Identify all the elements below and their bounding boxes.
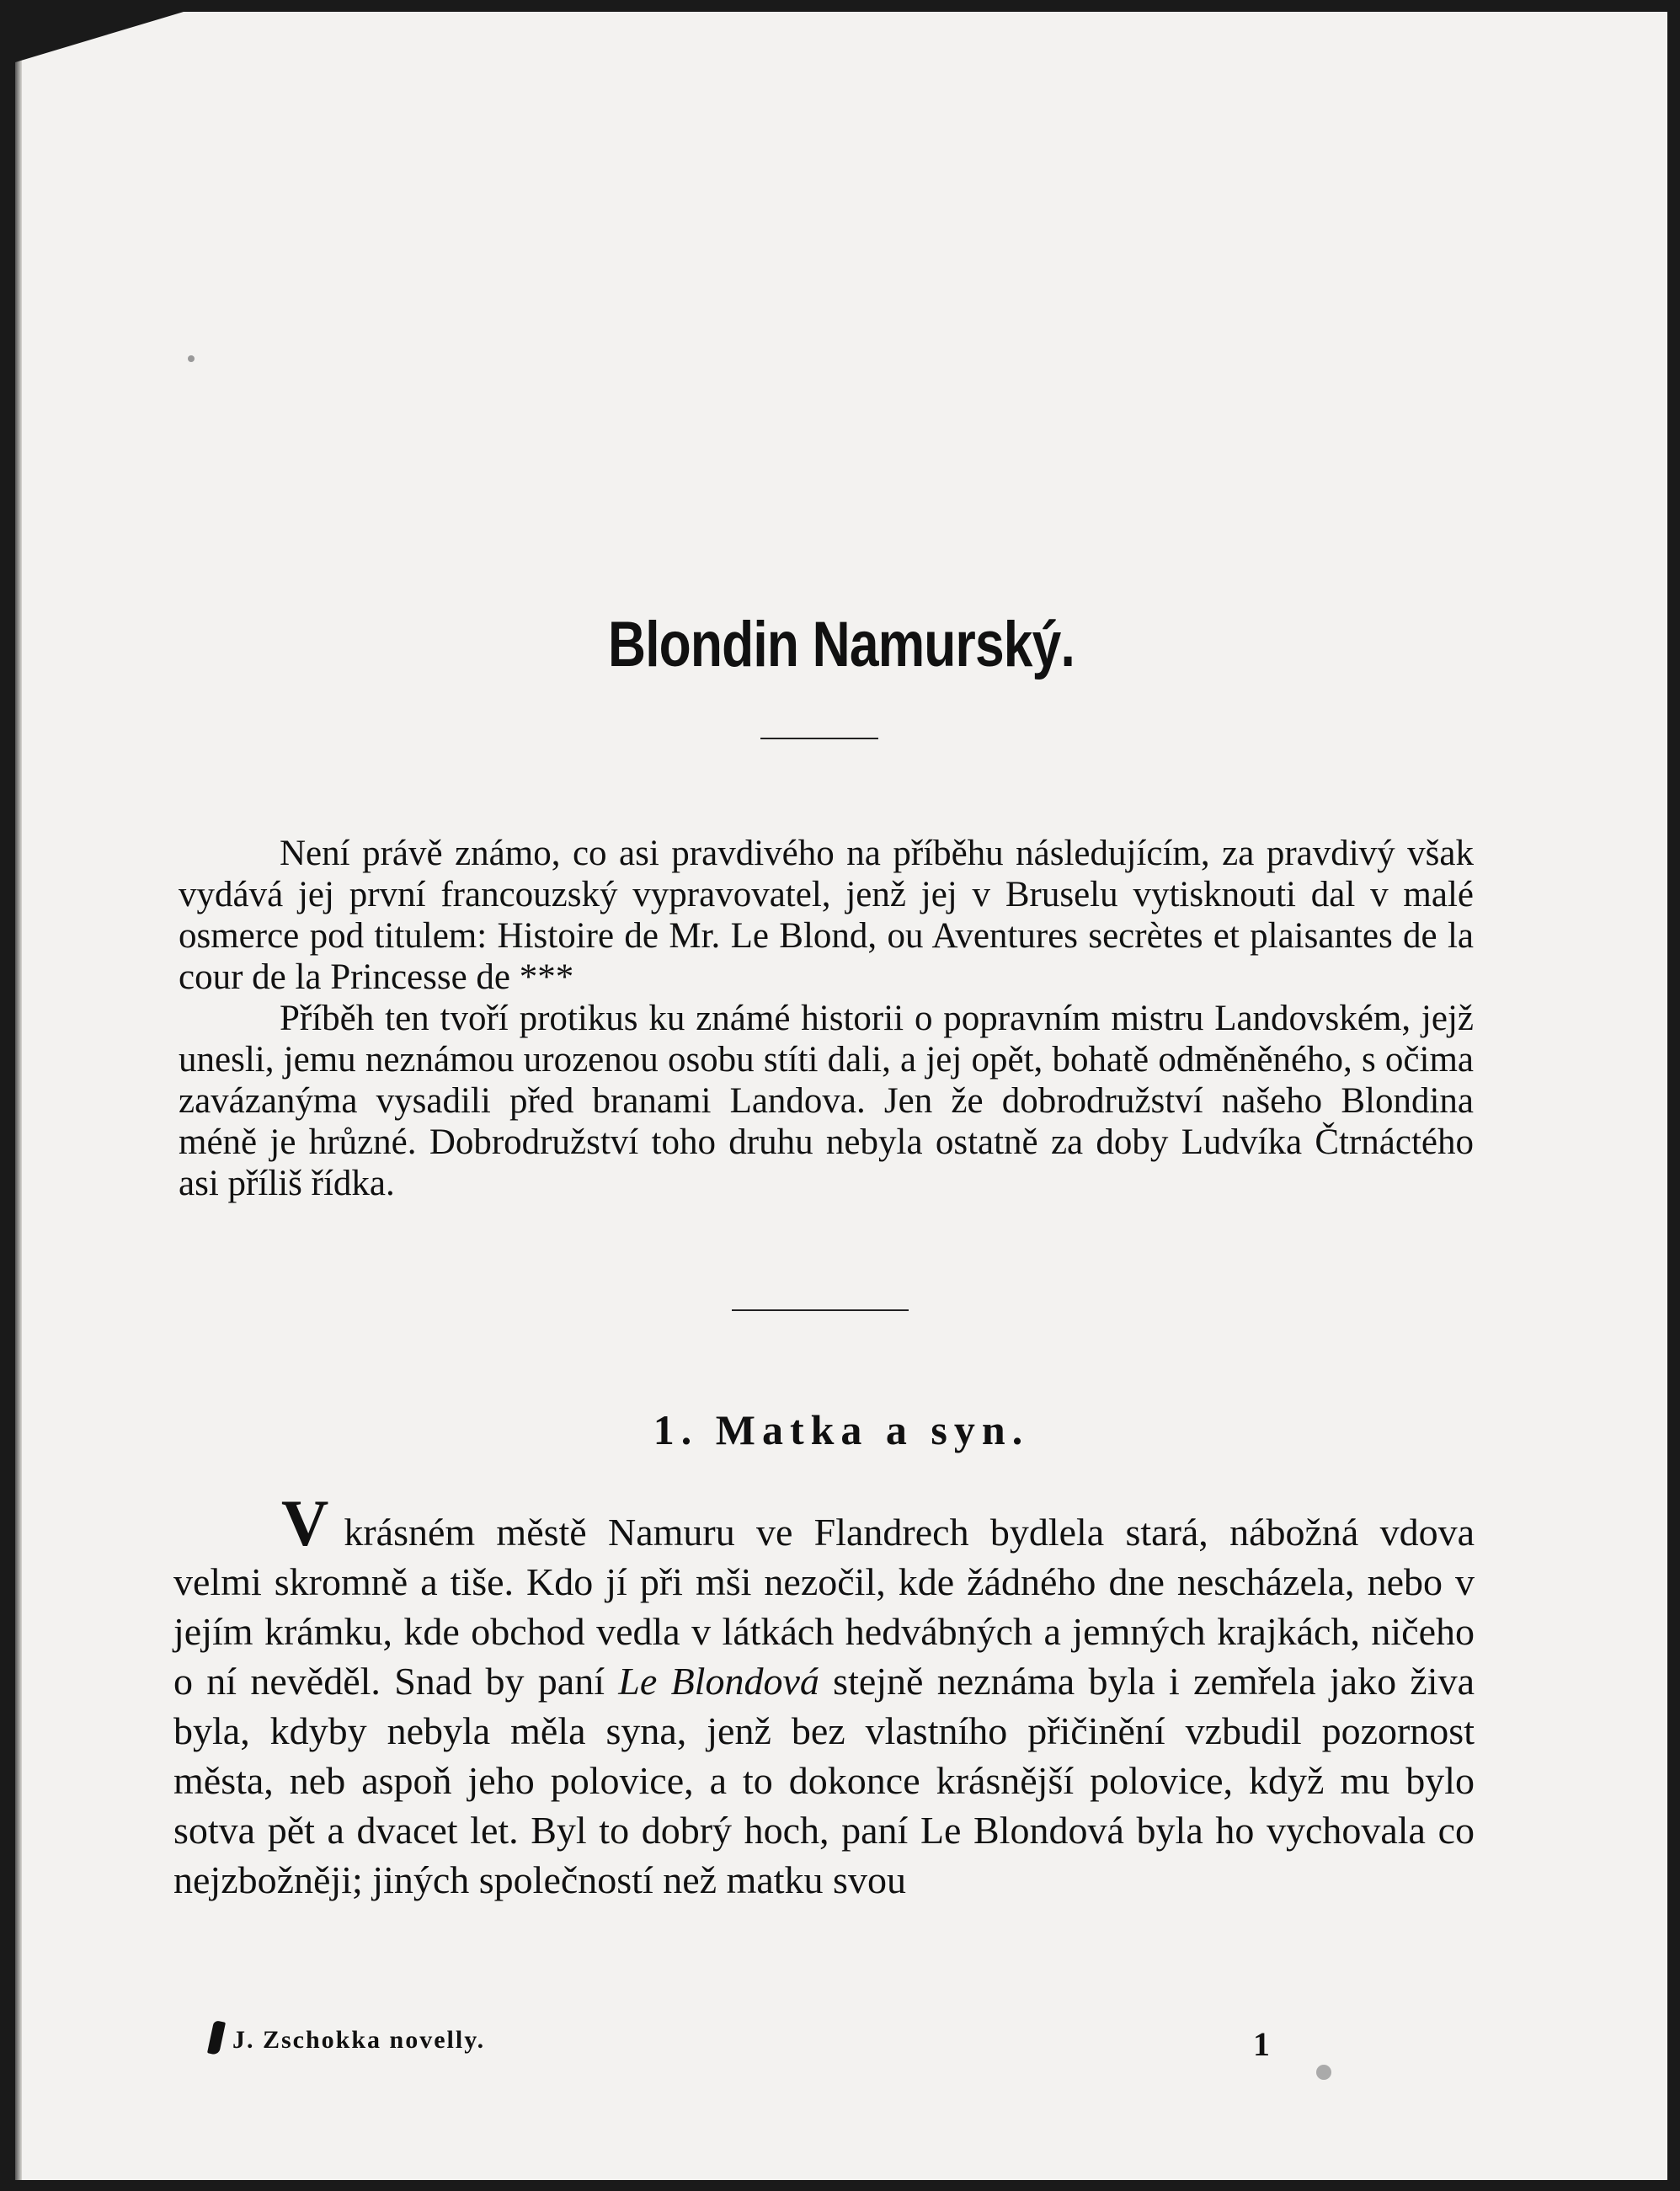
chapter-heading: 1. Matka a syn. <box>653 1406 1030 1453</box>
drop-cap: V <box>281 1486 329 1559</box>
story-title: Blondin Namurský. <box>608 609 1075 680</box>
page-binding-edge <box>15 12 22 2180</box>
character-name: Le Blondová <box>618 1660 819 1703</box>
intro-divider <box>732 1309 909 1311</box>
introduction <box>179 833 1474 1204</box>
paper-speck <box>188 355 195 362</box>
intro-paragraph-2: Příběh ten tvoří protikus ku známé historii o popravním mistru Landovském, jejž unesli, jemu neznámou urozenou osobu stíti dali, a jej opět, bohatě odměněného, s očima zavázanýma vysadili před branami Landova. Jen že dobrodružství našeho Blondina méně je hrůzné. Dobrodružství toho druhu nebyla ostatně za doby Ludvíka Čtrnáctého asi příliš řídka. <box>179 999 1474 1203</box>
ink-blot-icon <box>207 2020 226 2055</box>
intro-paragraph-1: Není právě známo, co asi pravdivého na příběhu následujícím, za pravdivý však vydává jej první francouzský vypravovatel, jenž jej v Bruselu vytisknouti dal v malé osmerce pod titulem: Histoire de Mr. Le Blond, ou Aventures secrètes et plaisantes de la cour de la Princesse de *** <box>179 834 1474 997</box>
title-divider <box>760 738 878 739</box>
scan-corner-shadow <box>15 12 184 62</box>
body-text-part-2: stejně neznáma byla i zemřela jako živa byla, kdyby nebyla měla syna, jenž bez vlastního přičinění vzbudil pozornost města, neb aspoň jeho polovice, a to dokonce krásnější polovice, když mu bylo sotva pět a dvacet let. Byl to dobrý hoch, paní Le Blondová byla ho vychovala co nejzbožněji; jiných společností než matku svou <box>173 1660 1475 1901</box>
body-text-part-1: krásném městě Namuru ve Flandrech bydlela stará, nábožná vdova velmi skromně a tiše. Kdo jí při mši nezočil, kde žádného dne nescházela, nebo v jejím krámku, kde obchod vedla v látkách hedvábných a jemných krajkách, ničeho o ní nevěděl. Snad by paní <box>173 1511 1475 1703</box>
chapter-body <box>173 1486 1475 1905</box>
signature-line: J. Zschokka novelly. <box>232 2026 486 2054</box>
book-page <box>15 12 1667 2180</box>
paper-speck <box>1316 2065 1331 2080</box>
page-number: 1 <box>1253 2025 1270 2063</box>
